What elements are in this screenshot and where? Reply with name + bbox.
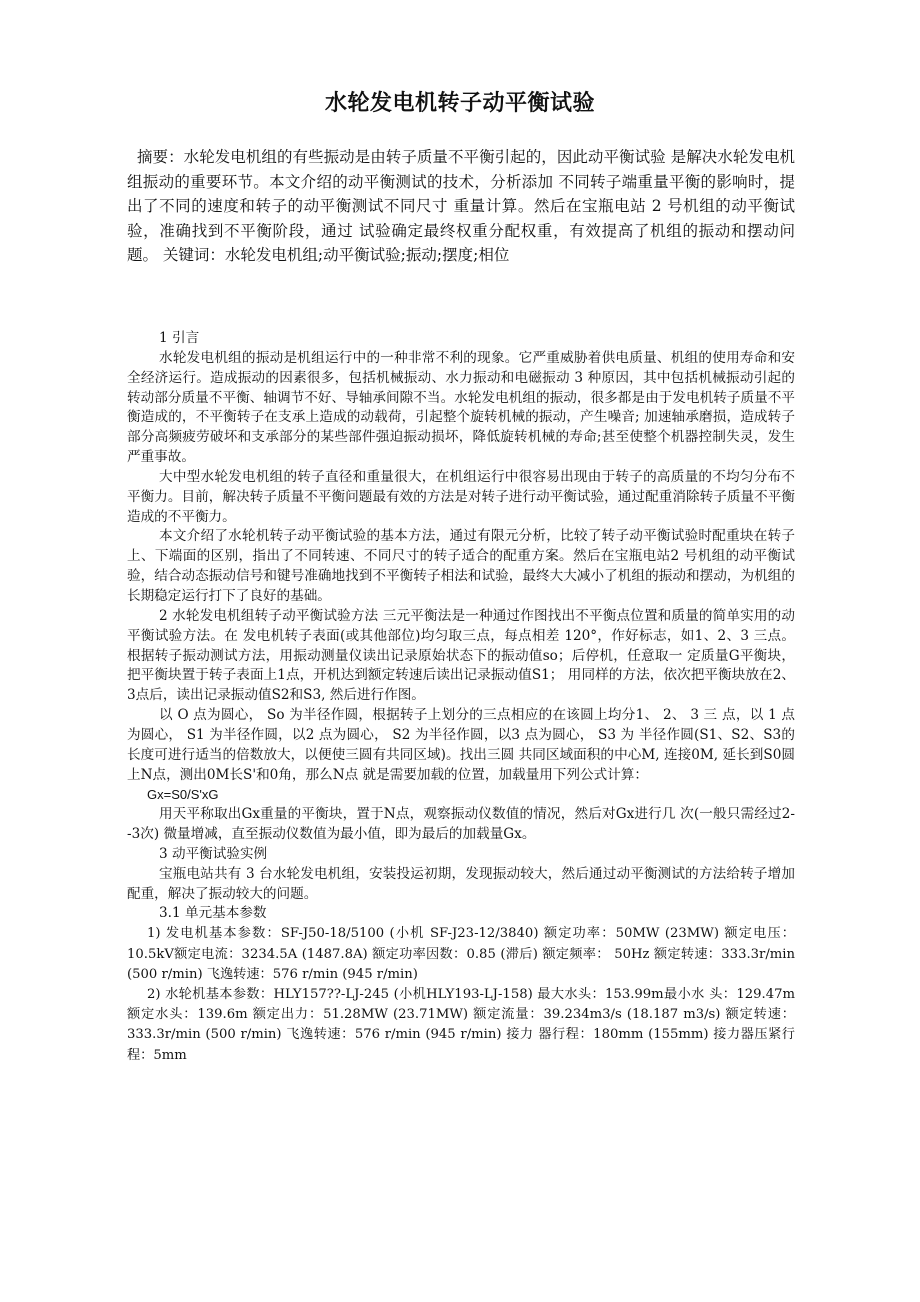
- section-1-heading: 1 引言: [159, 330, 200, 346]
- document-body: [127, 329, 795, 1066]
- turbine-parameters: 2) 水轮机基本参数：HLY157??-LJ-245 (小机HLY193-LJ-158) 最大水头：153.99m最小水 头：129.47m 额定水头：139.6m 额定出力：51.28MW (23.71MW) 额定流量：39.234m3/s (18.187 m3/s) 额定转速：333.3r/min (500 r/min) 飞逸转速：576 r/min (945 r/min) 接力 器行程：180mm (155mm) 接力器压紧行程：5mm: [127, 986, 795, 1063]
- section-2-paragraph-1: 2 水轮发电机组转子动平衡试验方法 三元平衡法是一种通过作图找出不平衡点位置和质量的简单实用的动平衡试验方法。在 发电机转子表面(或其他部位)均匀取三点，每点相差 120°，作好标志，如1、2、3 三点。 根据转子振动测试方法，用振动测量仪读出记录原始状态下的振动值so；后停机，任意取一 定质量G平衡块，把平衡块置于转子表面上1点，开机达到额定转速后读出记录振动值S1； 用同样的方法，依次把平衡块放在2、3点后，读出记录振动值S2和S3, 然后进行作图。: [127, 607, 795, 704]
- balance-weight-formula: Gx=S0/S'xG: [147, 787, 219, 803]
- section-3-1-heading: 3.1 单元基本参数: [159, 905, 267, 922]
- section-3-paragraph-1: 宝瓶电站共有 3 台水轮发电机组，安装投运初期，发现振动较大，然后通过动平衡测试的方法给转子增加配重，解决了振动较大的问题。: [127, 865, 795, 902]
- abstract-paragraph: 摘要：水轮发电机组的有些振动是由转子质量不平衡引起的，因此动平衡试验 是解决水轮发电机组振动的重要环节。本文介绍的动平衡测试的技术，分析添加 不同转子端重量平衡的影响时，提出了不同的速度和转子的动平衡测试不同尺寸 重量计算。然后在宝瓶电站 2 号机组的动平衡试验，准确找到不平衡阶段，通过 试验确定最终权重分配权重，有效提高了机组的振动和摆动问题。 关键词：水轮发电机组;动平衡试验;振动;摆度;相位: [127, 148, 795, 265]
- section-1-paragraph-3: 本文介绍了水轮机转子动平衡试验的基本方法，通过有限元分析，比较了转子动平衡试验时配重块在转子上、下端面的区别，指出了不同转速、不同尺寸的转子适合的配重方案。然后在宝瓶电站2 号机组的动平衡试验，结合动态振动信号和键号准确地找到不平衡转子相法和试验，最终大大减小了机组的振动和摆动，为机组的长期稳定运行打下了良好的基础。: [127, 528, 795, 604]
- section-2-paragraph-3: 用天平称取出Gx重量的平衡块，置于N点，观察振动仪数值的情况，然后对Gx进行几 次(一般只需经过2--3次) 微量增减，直至振动仪数值为最小值，即为最后的加载量Gx。: [127, 806, 795, 843]
- document-title: 水轮发电机转子动平衡试验: [324, 90, 595, 116]
- section-1-paragraph-1: 水轮发电机组的振动是机组运行中的一种非常不利的现象。它严重威胁着供电质量、机组的使用寿命和安全经济运行。造成振动的因素很多，包括机械振动、水力振动和电磁振动 3 种原因，其中包括机械振动引起的转动部分质量不平衡、轴调节不好、导轴承间隙不当。水轮发电机组的振动，很多都是由于发电机转子质量不平衡造成的，不平衡转子在支承上造成的动载荷，引起整个旋转机械的振动，产生噪音; 加速轴承磨损，造成转子部分高频疲劳破坏和支承部分的某些部件强迫振动损坏，降低旋转机械的寿命;甚至使整个机器控制失灵，发生严重事故。: [127, 349, 795, 466]
- section-1-paragraph-2: 大中型水轮发电机组的转子直径和重量很大，在机组运行中很容易出现由于转子的高质量的不均匀分布不平衡力。目前，解决转子质量不平衡问题最有效的方法是对转子进行动平衡试验，通过配重消除转子质量不平衡造成的不平衡力。: [127, 468, 795, 525]
- generator-parameters: 1) 发电机基本参数：SF-J50-18/5100 (小机 SF-J23-12/3840) 额定功率：50MW (23MW) 额定电压：10.5kV额定电流：3234.5A (1487.8A) 额定功率因数：0.85 (滞后) 额定频率： 50Hz 额定转速：333.3r/min (500 r/min) 飞逸转速：576 r/min (945 r/min): [127, 926, 795, 982]
- section-3-heading: 3 动平衡试验实例: [159, 845, 268, 862]
- section-2-paragraph-2: 以 O 点为圆心， So 为半径作圆，根据转子上划分的三点相应的在该圆上均分1、 2、 3 三 点，以 1 点为圆心， S1 为半径作圆，以2 点为圆心， S2 为半径作圆，以3 点为圆心， S3 为 半径作圆(S1、S2、S3的长度可进行适当的倍数放大，以便使三圆有共同区域)。找出三圆 共同区域面积的中心M, 连接0M, 延长到S0圆上N点，测出0M长S'和0角，那么N点 就是需要加载的位置，加载量用下列公式计算：: [127, 707, 795, 783]
